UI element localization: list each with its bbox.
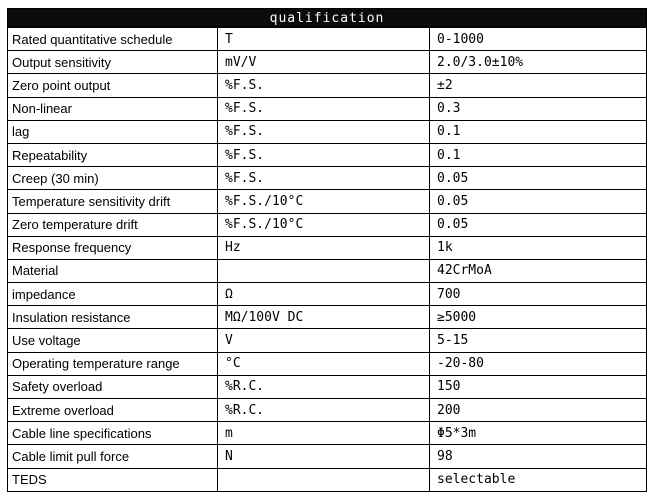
value-cell: Φ5*3m (430, 422, 647, 445)
table-row (8, 329, 647, 352)
table-row (8, 167, 647, 190)
param-name-cell: Output sensitivity (8, 51, 218, 74)
unit-cell: %R.C. (218, 399, 430, 422)
table-row (8, 190, 647, 213)
table-row (8, 445, 647, 468)
value-cell: 0.05 (430, 167, 647, 190)
param-name-cell: Extreme overload (8, 399, 218, 422)
param-name-cell: lag (8, 120, 218, 143)
param-name-cell: Zero temperature drift (8, 213, 218, 236)
param-name-cell: Rated quantitative schedule (8, 28, 218, 51)
table-row (8, 97, 647, 120)
unit-cell: N (218, 445, 430, 468)
value-cell: 5-15 (430, 329, 647, 352)
param-name-cell: Material (8, 259, 218, 282)
param-name-cell: Insulation resistance (8, 306, 218, 329)
value-cell: 0-1000 (430, 28, 647, 51)
table-body (8, 28, 647, 492)
value-cell: 42CrMoA (430, 259, 647, 282)
param-name-cell: Repeatability (8, 143, 218, 166)
unit-cell: MΩ/100V DC (218, 306, 430, 329)
unit-cell (218, 259, 430, 282)
table-row (8, 120, 647, 143)
param-name-cell: Use voltage (8, 329, 218, 352)
unit-cell: Hz (218, 236, 430, 259)
value-cell: 0.05 (430, 190, 647, 213)
unit-cell: m (218, 422, 430, 445)
table-row (8, 213, 647, 236)
unit-cell: V (218, 329, 430, 352)
unit-cell: %F.S./10°C (218, 190, 430, 213)
param-name-cell: Temperature sensitivity drift (8, 190, 218, 213)
unit-cell: %R.C. (218, 375, 430, 398)
value-cell: 0.3 (430, 97, 647, 120)
value-cell: 1k (430, 236, 647, 259)
table-row (8, 375, 647, 398)
param-name-cell: Operating temperature range (8, 352, 218, 375)
value-cell: 700 (430, 283, 647, 306)
unit-cell: %F.S. (218, 120, 430, 143)
value-cell: ±2 (430, 74, 647, 97)
param-name-cell: Cable limit pull force (8, 445, 218, 468)
unit-cell: °C (218, 352, 430, 375)
table-row (8, 236, 647, 259)
value-cell: 0.05 (430, 213, 647, 236)
value-cell: 98 (430, 445, 647, 468)
unit-cell: %F.S./10°C (218, 213, 430, 236)
unit-cell: mV/V (218, 51, 430, 74)
param-name-cell: Non-linear (8, 97, 218, 120)
param-name-cell: TEDS (8, 468, 218, 491)
param-name-cell: Zero point output (8, 74, 218, 97)
table-row (8, 143, 647, 166)
unit-cell: %F.S. (218, 74, 430, 97)
value-cell: 0.1 (430, 143, 647, 166)
unit-cell: %F.S. (218, 167, 430, 190)
value-cell: ≥5000 (430, 306, 647, 329)
unit-cell: %F.S. (218, 143, 430, 166)
value-cell: 200 (430, 399, 647, 422)
param-name-cell: Safety overload (8, 375, 218, 398)
unit-cell (218, 468, 430, 491)
table-row (8, 422, 647, 445)
value-cell: -20-80 (430, 352, 647, 375)
value-cell: 150 (430, 375, 647, 398)
param-name-cell: Cable line specifications (8, 422, 218, 445)
param-name-cell: Response frequency (8, 236, 218, 259)
table-header-row (8, 9, 647, 28)
spec-table (7, 8, 647, 492)
table-title: qualification (8, 9, 647, 28)
table-row (8, 28, 647, 51)
unit-cell: Ω (218, 283, 430, 306)
unit-cell: %F.S. (218, 97, 430, 120)
value-cell: 2.0/3.0±10% (430, 51, 647, 74)
table-row (8, 259, 647, 282)
table-row (8, 399, 647, 422)
value-cell: selectable (430, 468, 647, 491)
value-cell: 0.1 (430, 120, 647, 143)
table-row (8, 468, 647, 491)
table-row (8, 74, 647, 97)
table-row (8, 306, 647, 329)
param-name-cell: impedance (8, 283, 218, 306)
param-name-cell: Creep (30 min) (8, 167, 218, 190)
table-row (8, 283, 647, 306)
unit-cell: T (218, 28, 430, 51)
table-row (8, 51, 647, 74)
table-row (8, 352, 647, 375)
